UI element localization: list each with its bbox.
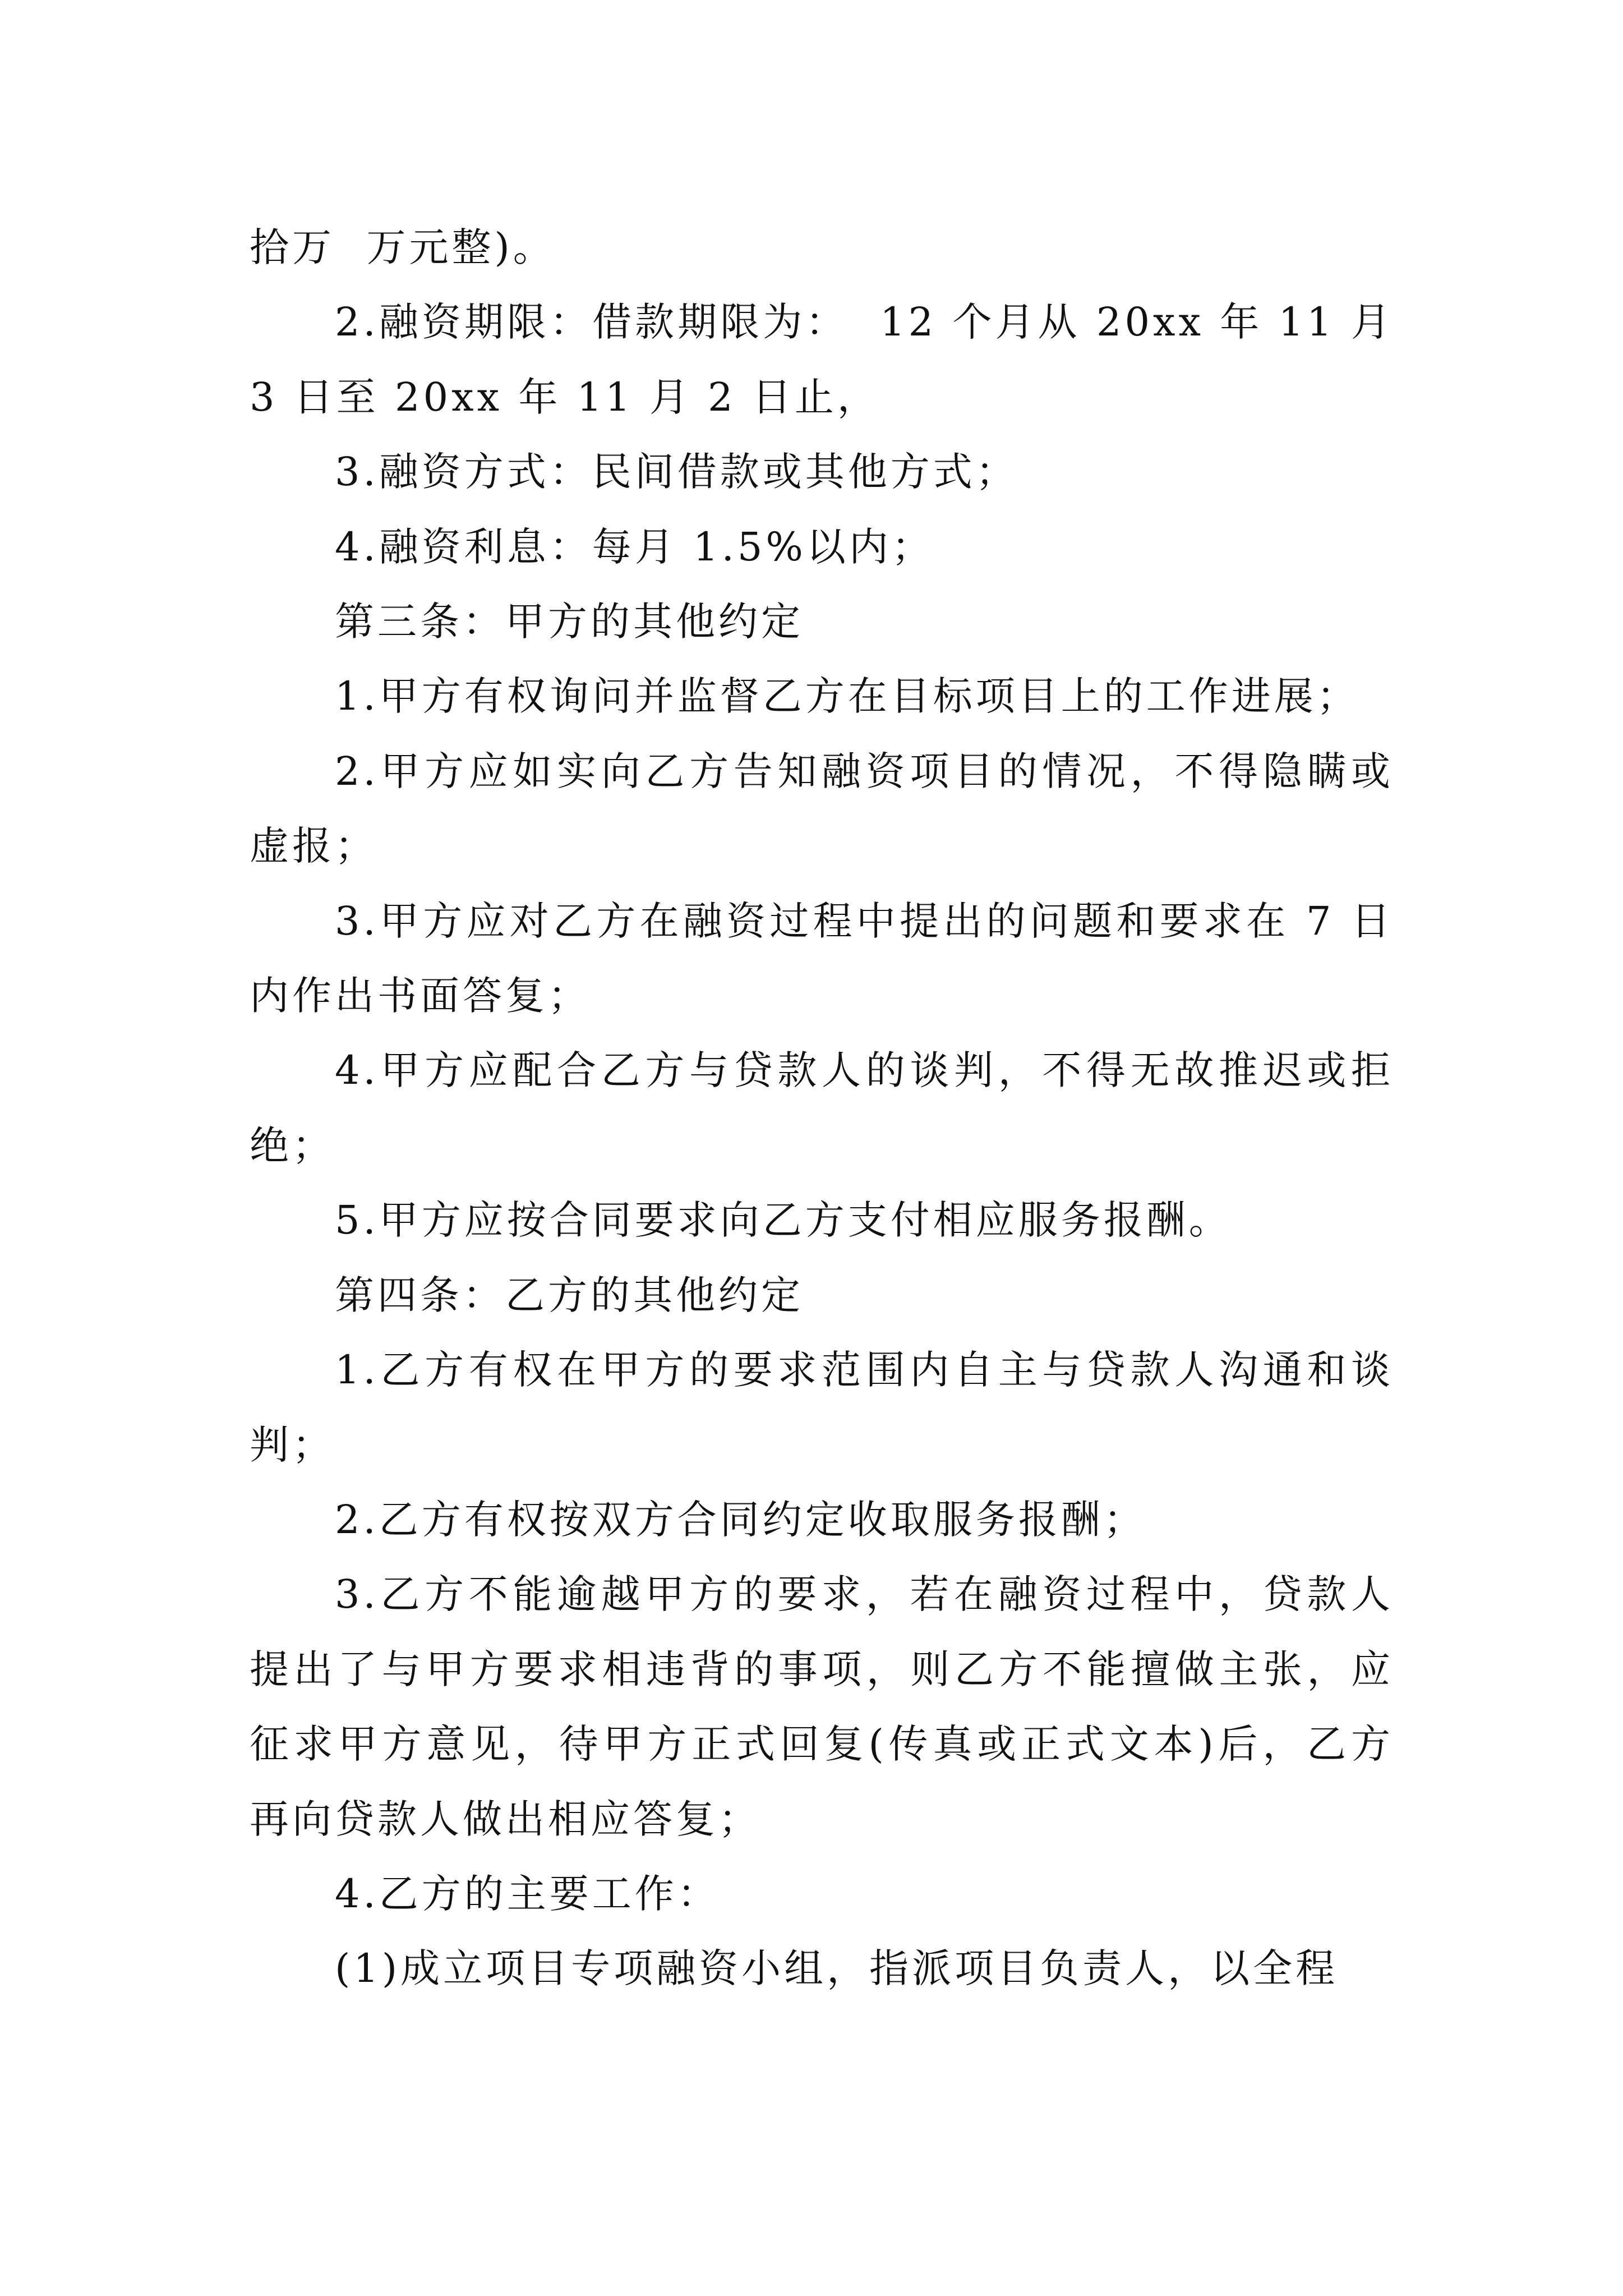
article-four-heading: 第四条：乙方的其他约定: [335, 1272, 804, 1318]
paragraph-party-b-item-1: 1.乙方有权在甲方的要求范围内自主与贷款人沟通和谈判；: [250, 1347, 1394, 1468]
paragraph-party-a-item-2: 2.甲方应如实向乙方告知融资项目的情况，不得隐瞒或虚报；: [250, 748, 1394, 869]
paragraph-amount-end: 拾万 万元整)。: [250, 224, 556, 270]
paragraph-party-b-item-4: 4.乙方的主要工作：: [335, 1870, 720, 1917]
paragraph-financing-interest: 4.融资利息：每月 1.5%以内；: [335, 523, 934, 570]
paragraph-party-b-subitem-1: (1)成立项目专项融资小组，指派项目负责人，以全程: [335, 1945, 1339, 1992]
document-body: [250, 210, 1410, 2007]
paragraph-financing-term: 2.融资期限：借款期限为： 12 个月从 20xx 年 11 月 3 日至 20xx 年 11 月 2 日止，: [250, 299, 1410, 420]
paragraph-party-a-item-3: 3.甲方应对乙方在融资过程中提出的问题和要求在 7 日内作出书面答复；: [250, 898, 1394, 1019]
paragraph-party-a-item-5: 5.甲方应按合同要求向乙方支付相应服务报酬。: [335, 1197, 1232, 1244]
paragraph-party-a-item-1: 1.甲方有权询问并监督乙方在目标项目上的工作进展；: [335, 673, 1359, 720]
paragraph-financing-method: 3.融资方式：民间借款或其他方式；: [335, 449, 1018, 495]
paragraph-party-b-item-3: 3.乙方不能逾越甲方的要求，若在融资过程中，贷款人提出了与甲方要求相违背的事项，则乙方不能擅做主张，应征求甲方意见，待甲方正式回复(传真或正式文本)后，乙方再向贷款人做出相应答复；: [250, 1571, 1394, 1842]
paragraph-party-a-item-4: 4.甲方应配合乙方与贷款人的谈判，不得无故推迟或拒绝；: [250, 1047, 1394, 1168]
article-three-heading: 第三条：甲方的其他约定: [335, 599, 804, 645]
paragraph-party-b-item-2: 2.乙方有权按双方合同约定收取服务报酬；: [335, 1496, 1146, 1543]
